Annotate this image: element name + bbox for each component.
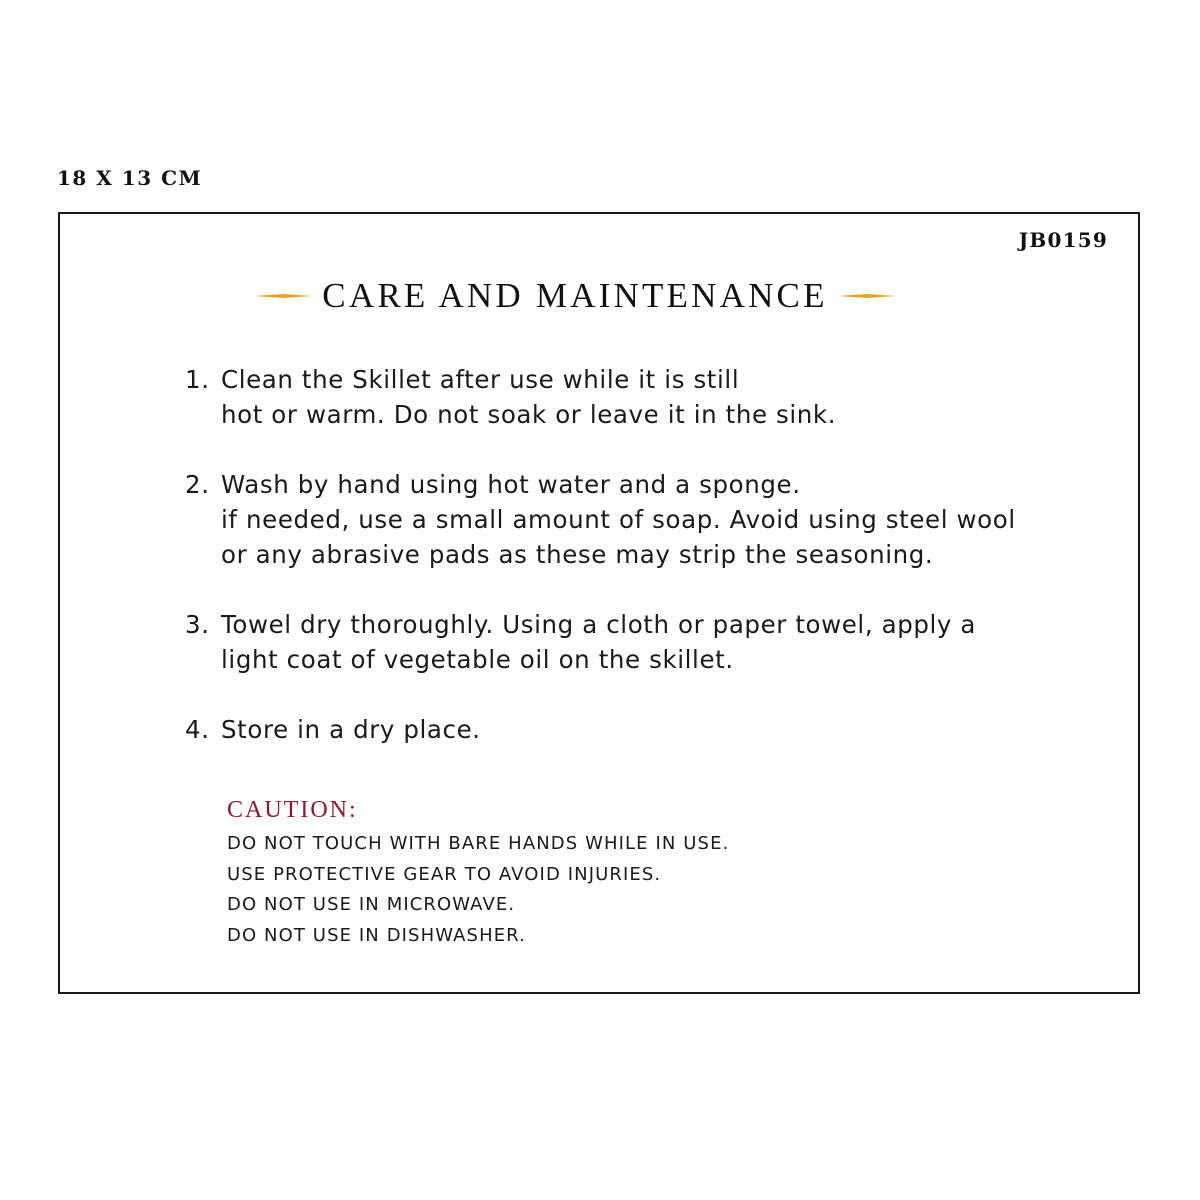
step-number: 4. [185, 715, 210, 744]
care-card [58, 212, 1140, 994]
caution-line: DO NOT USE IN MICROWAVE. [227, 894, 516, 915]
right-flourish-shape [838, 294, 896, 298]
caution-line: DO NOT USE IN DISHWASHER. [227, 924, 526, 946]
step-line: or any abrasive pads as these may strip the seasoning. [221, 540, 934, 569]
caution-section [227, 798, 927, 951]
step-line: Clean the Skillet after use while it is still [221, 365, 740, 394]
title-row [60, 278, 980, 313]
caution-line: USE PROTECTIVE GEAR TO AVOID INJURIES. [227, 863, 662, 885]
step-text [221, 467, 1105, 572]
step-text [221, 712, 1105, 747]
step-line: hot or warm. Do not soak or leave it in the sink. [221, 400, 837, 429]
step-item [185, 712, 1105, 747]
step-number: 1. [185, 365, 210, 394]
step-line: if needed, use a small amount of soap. Avoid using steel wool [221, 505, 1016, 534]
size-label: 18 X 13 CM [57, 166, 203, 190]
left-flourish-shape [254, 294, 312, 298]
steps-list [185, 362, 1105, 782]
step-line: Wash by hand using hot water and a sponge. [221, 470, 801, 499]
page-title: CARE AND MAINTENANCE [322, 276, 828, 315]
product-code: JB0159 [1018, 228, 1108, 252]
right-flourish-icon [838, 292, 896, 300]
step-item [185, 362, 1105, 432]
step-line: Store in a dry place. [221, 715, 481, 744]
step-item [185, 467, 1105, 572]
left-flourish-icon [254, 292, 312, 300]
step-line: Towel dry thoroughly. Using a cloth or paper towel, apply a [221, 610, 977, 639]
step-text [221, 362, 1105, 432]
caution-line: DO NOT TOUCH WITH BARE HANDS WHILE IN USE. [227, 833, 730, 854]
caution-title: CAUTION: [227, 797, 358, 823]
step-number: 2. [185, 470, 210, 499]
step-number: 3. [185, 610, 210, 639]
step-item [185, 607, 1105, 677]
step-text [221, 607, 1105, 677]
step-line: light coat of vegetable oil on the skillet. [221, 645, 734, 674]
